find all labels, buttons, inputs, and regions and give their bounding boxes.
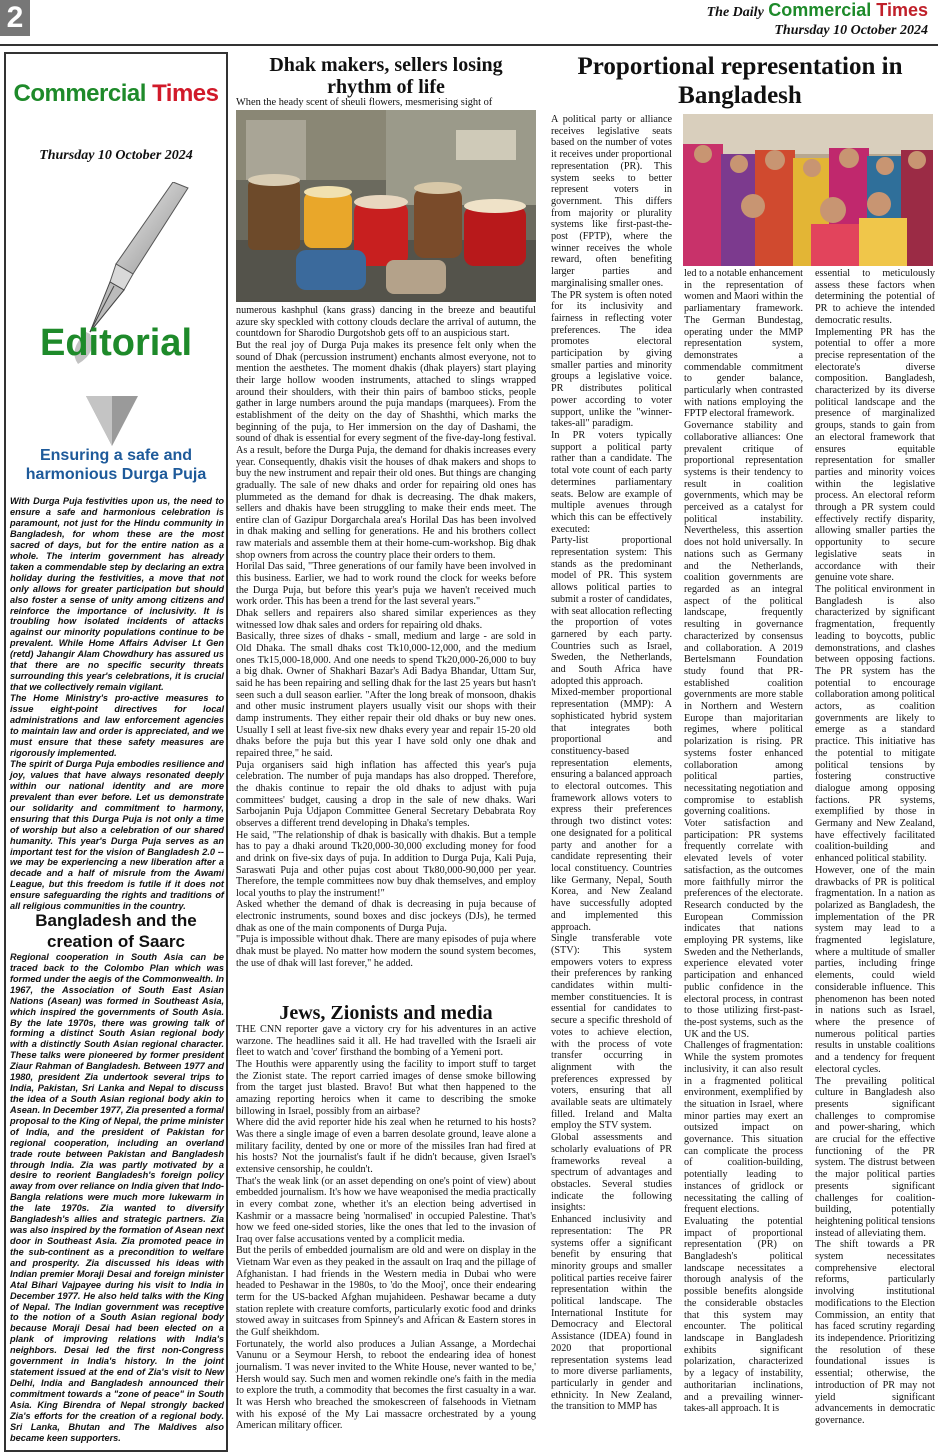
pr-column-2 <box>684 268 803 1415</box>
pr-paragraph: The PR system is often noted for its inclusivity and fairness in reflecting voter preferences. The idea promotes electoral participation by giving smaller parties and minority groups a legislative voice. PR distributes political power according to voter support, unlike the "winner-takes-all" paradigm. <box>551 289 672 430</box>
jews-article-body <box>236 1024 536 1432</box>
sidebar-brand-logo <box>6 80 226 108</box>
editorial-paragraph: With Durga Puja festivities upon us, the need to ensure a safe and harmonious celebration is paramount, not just for the Hindu community in Bangladesh, for whom these are the most sacred of days, but for the entire nation as a whole. The interim government has already taken a commendable step by declaring an extra holiday during the festivities, a move that not only allows for greater participation but should also foster a sense of unity among citizens and reinforce the importance of inclusivity. It is troubling how isolated incidents of attacks against our minority populations continue to be prevalent. While Home Affairs Adviser Lt Gen (retd) Jahangir Alam Chowdhury has assured us that there are no specific security threats surrounding this year's celebrations, it is crucial that we collectively remain vigilant. <box>10 496 224 693</box>
dhak-article-lead: When the heady scent of sheuli flowers, mesmerising sight of <box>236 97 493 108</box>
pr-paragraph: The shift towards a PR system necessitates comprehensive electoral reforms, particularly involving institutional modifications to the Election Commission, an entity that has faced scrutiny regarding its independence. Prioritizing the resolution of these foundational issues is essential; otherwise, the introduction of PR may not yield significant advancements in democratic governance. <box>815 1239 935 1426</box>
pr-paragraph: Governance stability and collaborative alliances: One prevalent critique of proportional representation systems is their tendency to result in coalition governments, which may be perceived as a catalyst for political instability. Nevertheless, this assertion does not hold universally. In nations such as Germany and the Netherlands, coalition governments are regarded as an integral aspect of the political landscape, frequently resulting in governance characterized by consensus and collaboration. A 2019 Bertelsmann Foundation study found that PR-established coalition governments are more stable in Northern and Western Europe than majoritarian regimes, where political polarization is rising. PR systems foster enhanced collaboration among political parties, necessitating negotiation and compromise to establish governing coalitions. <box>684 420 803 818</box>
sidebar-brand-a: Commercial <box>13 80 146 107</box>
jews-paragraph: The Houthis were apparently using the facility to import stuff to target the Zionist state. The report carried images of dense smoke billowing from the target just blasted. Bravo! But what then happened to the amazing reporting heroics when it came to describing the smoke billowing in Israel, possibly from an airbase? <box>236 1058 536 1117</box>
pr-paragraph: In PR voters typically support a political party rather than a candidate. The total vote count of each party determines parliamentary seats. Below are example of multiple avenues through which this can be effectively executed: <box>551 429 672 535</box>
dhak-paragraph: Horilal Das said, "Three generations of our family have been involved in this business. Earlier, we had to work round the clock for weeks before the Durga Puja, but before this year's puja we haven't received much work order. This has been a trend for the last several years." <box>236 561 536 608</box>
pr-paragraph: led to a notable enhancement in the representation of women and Maori within the parliamentary framework. The German Bundestag, operating under the MMP representation system, demonstrates a commendable commitment to gender balance, particularly when contrasted with nations employing the FPTP electoral framework. <box>684 268 803 420</box>
jews-paragraph: That's the weak link (or an asset depending on one's point of view) about embedded journalism. It's how we have weaponised the media practically in every combat zone, whether it's an election being advertised in Kashmir or a massacre being 'normalised' in occupied Palestine. That's how we feed one-sided stories, like the ones that led to the invasion of Iraq over false accusations vented by a complicit media. <box>236 1175 537 1245</box>
sidebar-date: Thursday 10 October 2024 <box>39 148 193 163</box>
pr-column-1 <box>551 114 672 1413</box>
editorial-heading: Editorial <box>39 322 193 364</box>
pr-paragraph: Single transferable vote (STV): This system empowers voters to express their preferences by ranking candidates within multi-member constituencies. It is essential for candidates to secure a specific threshold of votes to achieve election, with the process of vote transfer occurring in alignment with the preferences expressed by voters, ensuring that all available seats are ultimately filled. Ireland and Malta employ the STV system. <box>551 933 672 1132</box>
masthead-daily: The Daily <box>706 5 764 20</box>
pr-paragraph: Challenges of fragmentation: While the system promotes inclusivity, it can also result in a fragmented political environment, exemplified by the situation in Israel, where minor parties may exert an outsized impact on governance. This situation can complicate the process of coalition-building, potentially leading to instances of gridlock or necessitating the calling of frequent elections. <box>684 1040 803 1216</box>
header-rule <box>0 44 938 46</box>
jews-article-title: Jews, Zionists and media <box>279 1002 493 1024</box>
jews-paragraph: Where did the avid reporter hide his zeal when he returned to his hosts? Was there a single image of even a barren desolate ground, leave alone a military facility, dented by one or more of the missiles Iran had fired at his hosts? Not the journalist's fault if he didn't because, given Israel's extensive censorship, he couldn't. <box>236 1117 536 1175</box>
dhak-paragraph: numerous kashphul (kans grass) dancing in the breeze and beautiful azure sky speckled with cottony clouds declare the arrival of autumn, the countdown for Sharodio Durgotshob gets off to an auspicious start. <box>236 305 536 340</box>
dhak-paragraph: Puja organisers said high inflation has affected this year's puja celebration. The number of puja mandaps has also dropped. Therefore, the dhakis continue to repair the old dhaks to adjust with puja committees' budget, causing a drop in the sale of new dhaks. Wari Sarbojanin Puja Udjapon Committee General Secretary Debabrata Roy observes a different trend developing in Dhaka's temples. <box>236 759 536 829</box>
editorial-title: Ensuring a safe and harmonious Durga Puja <box>25 447 207 483</box>
pr-paragraph: Enhanced inclusivity and representation: The PR systems offer a significant benefit by ensuring that minority groups and smaller political parties receive fairer representation within the political landscape. The International Institute for Democracy and Electoral Assistance (IDEA) found in 2020 that proportional representation systems lead to more diverse parliaments, particularly in gender and ethnicity. In New Zealand, the transition to MMP has <box>551 1214 672 1413</box>
pr-paragraph: The political environment in Bangladesh is also characterized by significant fragmentation, frequently leading to boycotts, public demonstrations, and clashes between opposing factions. The PR system has the potential to encourage collaboration among political actors, as coalition governments are likely to emerge as a standard practice. This initiative has the potential to mitigate political tensions by fostering constructive dialogue among opposing factions. PR systems, exemplified by those in Germany and New Zealand, have effectively facilitated coalition-building and enhanced political stability. <box>815 583 935 865</box>
pr-paragraph: Global assessments and scholarly evaluations of PR frameworks reveal a spectrum of advantages and obstacles. Several studies indicate the following insights: <box>551 1132 672 1214</box>
dhak-paragraph: "Puja is impossible without dhak. There are many episodes of puja where dhak must be played. No matter how modern the sound system becomes, the use of dhak will last forever," he added. <box>236 934 536 969</box>
pr-paragraph: The prevailing political culture in Bangladesh also presents significant challenges to compromise and power-sharing, which are crucial for the effective functioning of the PR system. The distrust between the major political parties presents significant challenges for coalition-building, potentially heightening political tensions instead of alleviating them. <box>815 1075 935 1239</box>
masthead-name-b: Times <box>876 0 928 20</box>
dhak-paragraph: Dhak sellers and repairers also shared similar experiences as they witnessed low dhak sales and orders for repairing old dhaks. <box>236 608 536 631</box>
pr-paragraph: Implementing PR has the potential to offer a more precise representation of the electorate's diverse composition. Bangladesh, characterized by its diverse political landscape and the presence of marginalized groups, stands to gain from an electoral framework that ensures equitable representation for smaller parties and minority voices within the legislative process. An electoral reform through a PR system could effectively rectify disparity, allowing smaller parties the opportunity to secure legislative seats in accordance with their genuine vote share. <box>815 326 935 584</box>
pr-paragraph: A political party or alliance receives legislative seats based on the number of votes it receives under proportional representation (PR). This system seeks to better represent voters in government. This differs from majority or plurality systems like first-past-the-post (FPTP), where the winner receives the whole reward, often benefiting larger parties and marginalising smaller ones. <box>551 114 672 289</box>
editorial-sidebar <box>4 52 228 1452</box>
dhak-paragraph: But the real joy of Durga Puja makes its presence felt only when the sound of Dhak (percussion instrument) enchants almost everyone, not to mention the aesthetes. The moment dhakis (dhak players) start playing their large hollow wooden instruments, attached to slings wrapped around their shoulders, with their thin pairs of bamboo sticks, people gather in large numbers around the puja mandaps (marquees). From the establishment of the deity on the day of Shashthi, which marks the beginning of the puja, to Her immersion on the day of Dashami, the sound of dhak is essential for every segment of the five-day-long festival. As a result, before the Durga Puja, the demand for dhakis increases every year. Consequently, dhakis visit the houses of dhak makers and shops to buy the new instrument and repair their old ones. But things are changing gradually. The sale of new dhaks and order for repairing old ones has plummeted as the demand for dhak is decreasing. The dhak makers, sellers and dhakis have been struggling to make their ends meet. The entire clan of Gazipur Dorgarchala area's Horilal Das has been involved in dhak making and selling for generations. He and his brothers collect raw materials and assemble them at their home-cum-workshop. Big dhak shop owners from across the country place their orders to them. <box>236 339 536 561</box>
dhak-article-body <box>236 305 536 969</box>
saarc-body <box>10 952 224 1443</box>
pr-paragraph: Voter satisfaction and participation: PR systems frequently correlate with elevated levels of voter satisfaction, as the outcomes more faithfully mirror the preferences of the electorate. Research conducted by the European Commission indicates that nations employing PR systems, like Sweden and the Netherlands, experience elevated voter participation and enhanced public confidence in the electoral process, in contrast to those utilizing first-past-the-post systems, such as the UK and the US. <box>684 818 803 1040</box>
dhak-drums-photo <box>236 110 536 302</box>
editorial-paragraph: The Home Ministry's pro-active measures to issue eight-point directives for local administrations and law enforcement agencies to maintain law and order is appreciated, and we must ensure that these safety measures are rigorously implemented. <box>10 693 224 758</box>
dhak-paragraph: He said, "The relationship of dhak is basically with dhakis. But a temple has to pay a dhaki around Tk20,000-30,000 excluding money for food and drink on five-six days of puja. In addition to Durga Puja, Kali Puja, Saraswati Puja and other pujas cost about Tk80,000-90,000 per year. Therefore, the temple committees now buy dhak themselves, and employ local youths to play the instrument!" <box>236 829 536 899</box>
page-number: 2 <box>0 0 30 36</box>
saarc-paragraph: Regional cooperation in South Asia can be traced back to the Colombo Plan which was formed under the aegis of the Commonwealth. In 1967, the Association of South East Asian Nations (Asean) was formed in Southeast Asia, which inspired the governments of South Asia. By the late 1970s, there was growing talk of forming a distinct South Asian regional body with a distinctly South Asian regional character. These talks were pioneered by former president Ziaur Rahman of Bangladesh. Between 1977 and 1980, president Zia undertook several trips to India, Pakistan, Sri Lanka and Nepal to discuss the idea of a South Asian regional body akin to Asean. In December 1977, Zia presented a formal proposal to the King of Nepal, the prime minister of India, and the president of Pakistan for regional cooperation, including an overland trade route between Pakistan and Bangladesh through India. Zia was partly motivated by a desire to reorient Bangladesh's foreign policy away from over reliance on India given that Indo-Bangla relations were much more lukewarm in the late 1970s. Zia wanted to diversify Bangladesh's allies and strategic partners. Zia was also inspired by the formation of Asean next door in Southeast Asia. Zia promoted peace in the sub-continent as a precondition to welfare and prosperity. Zia discussed his ideas with Indian premier Moraji Desai and foreign minister Atal Bihari Vajpayee during his visit to India in December 1977. He also held talks with the King of Nepal. The Indian government was receptive to the notion of a South Asian regional body because Moraji Desai had been elected on a plank of improving relations with India's neighbors. Desai led the first non-Congress government in India's history. In the joint statement issued at the end of Zia's visit to New Delhi, India and Bangladesh announced their commitment towards a "zone of peace" in South Asia. King Birendra of Nepal strongly backed Zia's efforts for the creation of a regional body. Sri Lanka, Bhutan and The Maldives also became keen supporters. <box>10 952 224 1443</box>
editorial-body <box>10 496 224 912</box>
pr-paragraph: essential to meticulously assess these factors when determining the potential of PR to achieve the intended democratic results. <box>815 268 935 326</box>
pr-paragraph: Evaluating the potential impact of proportional representation (PR) on Bangladesh's political landscape necessitates a thorough analysis of the possible benefits alongside the considerable obstacles that this system may encounter. The political landscape in Bangladesh exhibits significant polarization, characterized by a legacy of instability, authoritarian inclinations, and a prevailing winner-takes-all approach. It is <box>684 1215 803 1415</box>
down-arrow-icon <box>82 394 142 448</box>
saarc-title: Bangladesh and the creation of Saarc <box>35 911 197 951</box>
dhak-paragraph: Asked whether the demand of dhak is decreasing in puja because of electronic instruments, sound boxes and disc jockeys (DJs), he termed dhak as one of the main components of Durga Puja. <box>236 899 536 934</box>
dhak-article-title: Dhak makers, sellers losing rhythm of life <box>269 54 503 98</box>
editorial-paragraph: The spirit of Durga Puja embodies resilience and joy, values that have always resonated deeply within our national identity and are more prevalent than ever before. Let us demonstrate our solidarity and commitment to harmony, ensuring that this Durga Puja is not only a time of worship but also a celebration of our shared humanity. This year's Durga Puja serves as an important test for the vision of Bangladesh 2.0 -- we may be experiencing a new liberation after a decade and a half of misrule from the Awami League, but this freedom is futile if it does not ensure safeguarding the rights and traditions of all religious communities in the country. <box>10 758 224 912</box>
sidebar-brand-b: Times <box>152 80 219 107</box>
dhak-paragraph: Basically, three sizes of dhaks - small, medium and large - are sold in Old Dhaka. The small dhaks cost Tk10,000-12,000, and the medium ones Tk15,000-18,000. And one needs to spend Tk20,000-26,000 to buy a big dhak. Owner of Shakhari Bazar's Adi Badya Bhandar, Uttam Sur, said he has been repairing and selling dhak for the last 25 years but hasn't seen such a dull season earlier. "After the long break of monsoon, dhakis and other music instrument players usually visit our shops with their damp instruments. They either repair their old dhaks or buy new ones. Usually I sell at least five-six new dhaks every year and repair 15-20 old dhaks before the puja but this year I have sold only one dhak and repaired three," he said. <box>236 631 536 759</box>
pr-column-3 <box>815 268 935 1427</box>
masthead-date: Thursday 10 October 2024 <box>774 23 928 38</box>
masthead-name <box>768 0 928 20</box>
pr-paragraph: However, one of the main drawbacks of PR is political fragmentation. In a nation as polarized as Bangladesh, the implementation of the PR system may lead to a fragmented legislature, where a multitude of smaller parties, including fringe elements, could wield considerable influence. This phenomenon has been noted in nations such as Israel, where the presence of numerous political parties results in unstable coalitions and a tendency for frequent electoral cycles. <box>815 864 935 1075</box>
pr-paragraph: Party-list proportional representation system: This stands as the predominant model of PR. This system allows political parties to submit a roster of candidates, with seat allocation reflecting the proportion of votes garnered by each party. Countries such as Israel, Sweden, the Netherlands, and South Africa have adopted this approach. <box>551 535 672 687</box>
jews-paragraph: But the perils of embedded journalism are old and were on display in the Vietnam War even as they peaked in the assault on Iraq and the pillage of Afghanistan. I had friends in the Western media in Dubai who were headed to Peshawar in the 1980s, to 'do the Mooj', once their endearing term for the US-backed Afghan mujahideen. Peshawar became a duty station replete with creature comforts, particularly exotic food and drinks stowed away in suitcases from Spinney's and African & Eastern stores in the Gulf sheikhdom. <box>236 1245 536 1339</box>
masthead <box>707 0 928 39</box>
pr-article-title: Proportional representation in Bangladesh <box>577 53 903 109</box>
jews-paragraph: Fortunately, the world also produces a Julian Assange, a Mordechai Vanunu or a Seymour Hersh, to reboot the endearing idea of honest journalism. 'I was never invited to the White House, never wanted to be,' Hersh would say. Such men and women rekindle one's faith in the media to explore the truth, a commodity that becomes the first casualty in a war. It was Hersh who breached the smokescreen of falsehoods in Vietnam with his exposé of the My Lai massacre orchestrated by a young American military officer. <box>236 1338 536 1432</box>
masthead-name-a: Commercial <box>768 0 872 20</box>
women-voters-photo <box>683 114 933 266</box>
pr-paragraph: Mixed-member proportional representation (MMP): A sophisticated hybrid system that integrates both proportional and constituency-based representation elements, ensuring a balanced approach to electoral outcomes. This framework allows voters to express their preferences through two distinct votes: one designated for a political party and another for a candidate representing their local constituency. Countries like Germany, Nepal, South Korea, and New Zealand have successfully adopted and implemented this approach. <box>551 687 672 933</box>
jews-paragraph: THE CNN reporter gave a victory cry for his adventures in an active warzone. The headlines said it all. He had travelled with the Israeli air fleet to watch and 'cover' firsthand the bombing of a Yemeni port. <box>236 1024 536 1059</box>
